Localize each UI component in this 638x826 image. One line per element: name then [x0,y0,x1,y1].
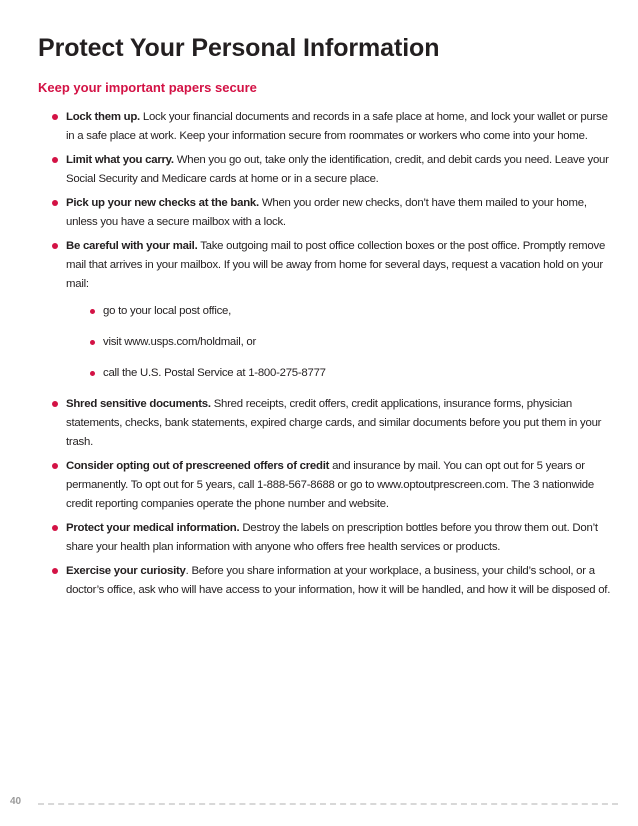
bullet-lead: Lock them up. [66,111,140,123]
list-item [52,237,612,383]
bullet-lead: Exercise your curiosity [66,565,186,577]
sub-bullet-dot-icon [90,309,95,314]
bullet-dot-icon [52,200,58,206]
list-item [52,562,612,600]
bullet-text: Lock your financial documents and records in a safe place at home, and lock your wallet or purse in a safe place at work. Keep your information secure from roommates or workers who come into your home. [66,111,608,142]
list-item [52,108,612,146]
bullet-lead: Limit what you carry. [66,154,174,166]
bullet-dot-icon [52,463,58,469]
bullet-lead: Pick up your new checks at the bank. [66,197,259,209]
bullet-list [52,108,612,605]
section-heading: Keep your important papers secure [38,80,257,95]
bullet-dot-icon [52,568,58,574]
sub-item-text: visit www.usps.com/holdmail, or [103,336,257,348]
sub-bullet-dot-icon [90,371,95,376]
bullet-text: When you go out, take only the identification, credit, and debit cards you need. Leave your Social Security and Medicare cards at home or in a secure place. [66,154,609,185]
bullet-text: Destroy the labels on prescription bottles before you throw them out. Don’t share your health plan information with anyone who offers free health services or products. [66,522,598,553]
bullet-text: Take outgoing mail to post office collection boxes or the post office. Promptly remove mail that arrives in your mailbox. If you will be away from home for several days, request a vacation hold on your mail: [66,240,606,290]
sub-bullet-dot-icon [90,340,95,345]
page-number: 40 [10,796,22,807]
list-item [52,457,612,514]
bullet-lead: Protect your medical information. [66,522,240,534]
list-item [52,194,612,232]
sub-list-item [90,364,612,383]
bullet-dot-icon [52,243,58,249]
footer-divider [38,803,618,805]
page-title: Protect Your Personal Information [38,34,440,62]
bullet-lead: Shred sensitive documents. [66,398,211,410]
bullet-text: . Before you share information at your workplace, a business, your child’s school, or a doctor’s office, ask who will have access to your information, how it will be handled, and how it will be disposed of. [66,565,611,596]
page-footer [0,794,638,814]
sub-list [66,302,612,383]
bullet-lead: Consider opting out of prescreened offers of credit [66,460,330,472]
list-item [52,395,612,452]
bullet-text: and insurance by mail. You can opt out for 5 years or permanently. To opt out for 5 years, call 1-888-567-8688 or go to www.optoutprescreen.com. The 3 nationwide credit reporting companies operate the phone number and website. [66,460,594,510]
sub-item-text: go to your local post office, [103,305,232,317]
bullet-dot-icon [52,157,58,163]
bullet-dot-icon [52,525,58,531]
bullet-lead: Be careful with your mail. [66,240,198,252]
sub-list-item [90,302,612,321]
bullet-dot-icon [52,114,58,120]
bullet-dot-icon [52,401,58,407]
list-item [52,519,612,557]
sub-item-text: call the U.S. Postal Service at 1-800-275-8777 [103,367,326,379]
sub-list-item [90,333,612,352]
list-item [52,151,612,189]
bullet-text: When you order new checks, don’t have them mailed to your home, unless you have a secure mailbox with a lock. [66,197,587,228]
bullet-text: Shred receipts, credit offers, credit applications, insurance forms, physician statements, checks, bank statements, expired charge cards, and similar documents before you put them in your trash. [66,398,602,448]
